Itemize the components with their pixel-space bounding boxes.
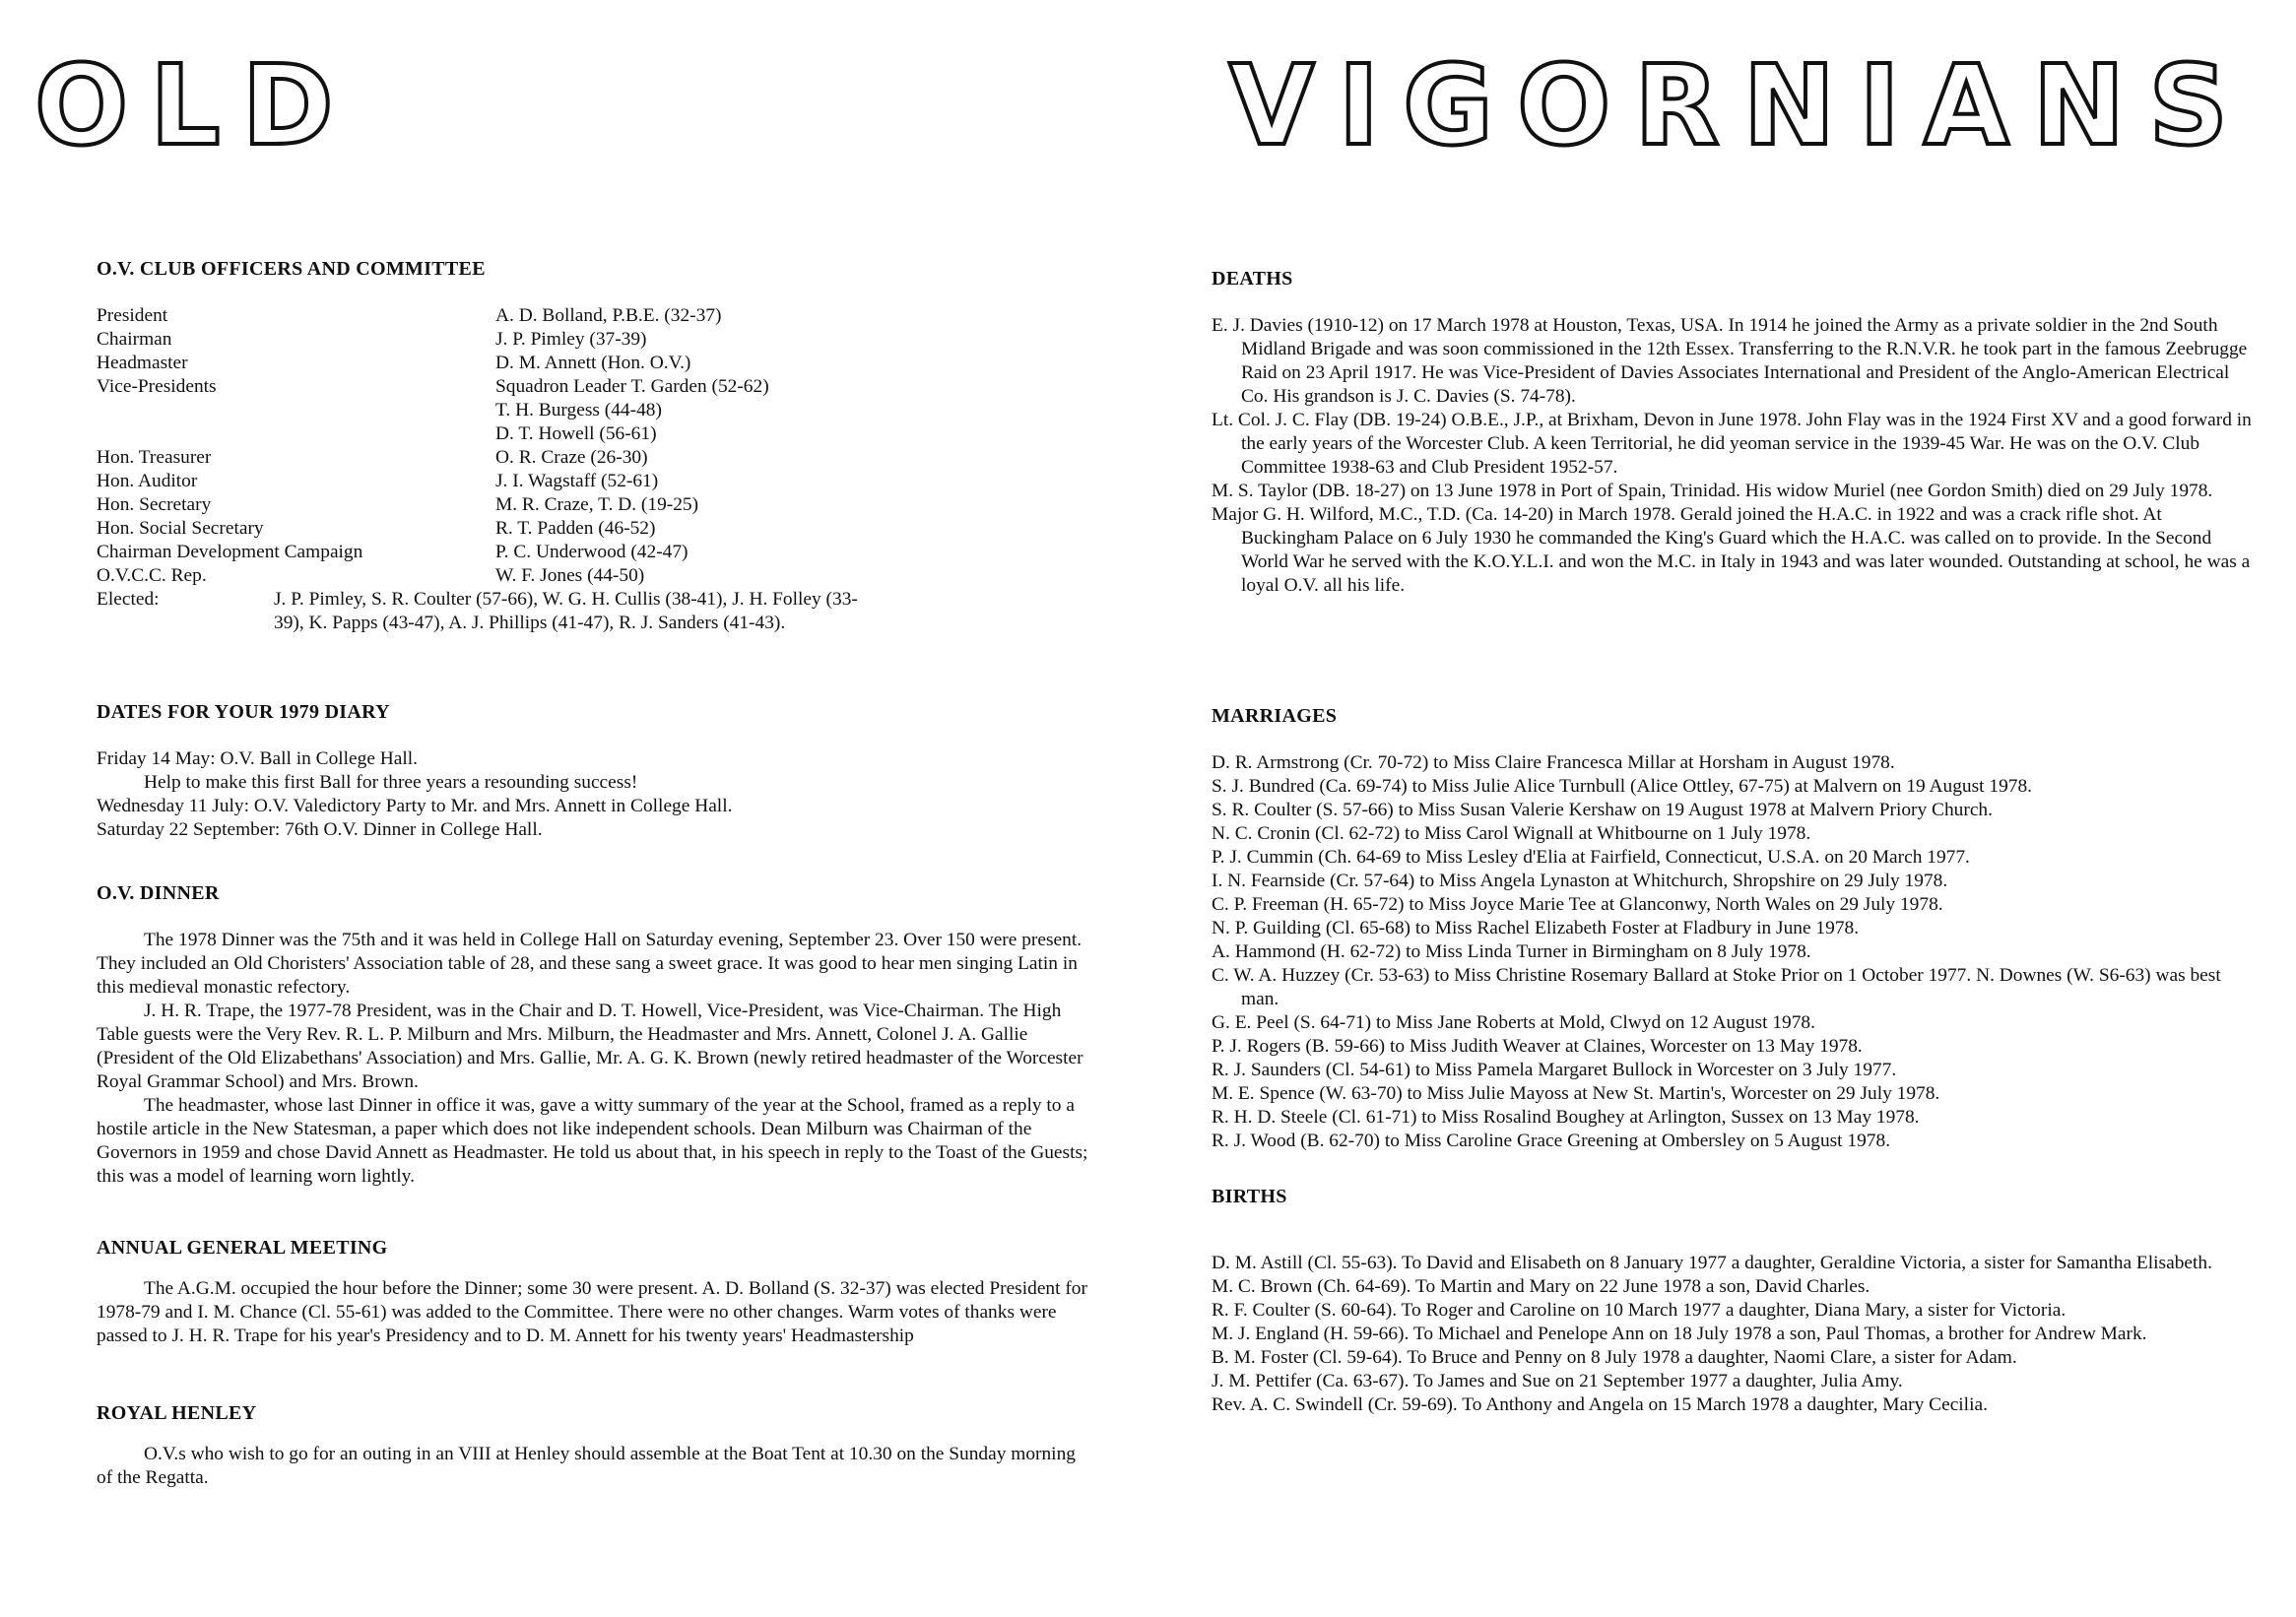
dinner-body [97, 929, 1091, 1189]
birth-entry: D. M. Astill (Cl. 55-63). To David and Elisabeth on 8 January 1977 a daughter, Geraldine Victoria, a sister for Samantha Elisabeth. [1212, 1253, 2212, 1273]
officer-role: Chairman [97, 329, 172, 350]
death-entry: Major G. H. Wilford, M.C., T.D. (Ca. 14-20) in March 1978. Gerald joined the H.A.C. in 1922 and was a crack rifle shot. At Buckingham Palace on 6 July 1930 he commanded the King's Guard which the H.A.C. was called on to provide. In the Second World War he served with the K.O.Y.L.I. and won the M.C. in Italy in 1943 and was later wounded. Outstanding at school, he was a loyal O.V. all his life. [1212, 504, 2251, 596]
officer-role: Hon. Auditor [97, 471, 198, 491]
officers-section [97, 258, 1121, 635]
death-entry: E. J. Davies (1910-12) on 17 March 1978 at Houston, Texas, USA. In 1914 he joined the Army as a private soldier in the 2nd South Midland Brigade and was soon commissioned in the 12th Essex. Transferring to the R.N.V.R. he took part in the famous Zeebrugge Raid on 23 April 1917. He was Vice-President of Davies Associates International and President of the Anglo-American Electrical Co. His grandson is J. C. Davies (S. 74-78). [1212, 315, 2248, 407]
diary-list [97, 747, 1121, 842]
masthead-word-old: OLD [34, 42, 356, 170]
officer-role: President [97, 305, 168, 326]
marriage-entry: P. J. Cummin (Ch. 64-69 to Miss Lesley d'Elia at Fairfield, Connecticut, U.S.A. on 20 March 1977. [1212, 847, 1970, 868]
henley-heading: ROYAL HENLEY [97, 1402, 257, 1424]
marriage-entry: C. W. A. Huzzey (Cr. 53-63) to Miss Christine Rosemary Ballard at Stoke Prior on 1 October 1977. N. Downes (W. S6-63) was best man. [1212, 965, 2221, 1009]
marriage-entry: R. J. Saunders (Cl. 54-61) to Miss Pamela Margaret Bullock in Worcester on 3 July 1977. [1212, 1060, 1897, 1080]
marriages-heading: MARRIAGES [1212, 705, 1338, 727]
elected-row [97, 588, 1121, 635]
officer-role: Hon. Treasurer [97, 447, 212, 468]
henley-paragraph: O.V.s who wish to go for an outing in an VIII at Henley should assemble at the Boat Tent at 10.30 on the Sunday morning of the Regatta. [97, 1444, 1076, 1488]
birth-entry: J. M. Pettifer (Ca. 63-67). To James and Sue on 21 September 1977 a daughter, Julia Amy. [1212, 1371, 1903, 1391]
marriage-entry: G. E. Peel (S. 64-71) to Miss Jane Roberts at Mold, Clwyd on 12 August 1978. [1212, 1012, 1815, 1033]
marriage-entry: N. C. Cronin (Cl. 62-72) to Miss Carol Wignall at Whitbourne on 1 July 1978. [1212, 823, 1811, 844]
agm-section [97, 1237, 1091, 1348]
birth-entry: B. M. Foster (Cl. 59-64). To Bruce and Penny on 8 July 1978 a daughter, Naomi Clare, a sister for Adam. [1212, 1347, 2017, 1368]
dinner-section [97, 882, 1091, 1189]
agm-heading: ANNUAL GENERAL MEETING [97, 1237, 388, 1259]
marriages-section [1212, 705, 2256, 1153]
dinner-paragraph: The 1978 Dinner was the 75th and it was held in College Hall on Saturday evening, September 23. Over 150 were present. They included an Old Choristers' Association table of 28, and these sang a sweet grace. It was good to hear men singing Latin in this medieval monastic refectory. [97, 930, 1082, 998]
officer-role: Vice-Presidents [97, 376, 217, 397]
diary-line: Saturday 22 September: 76th O.V. Dinner in College Hall. [97, 819, 543, 840]
officer-name: D. M. Annett (Hon. O.V.) [495, 353, 691, 373]
officer-name: R. T. Padden (46-52) [495, 518, 656, 539]
marriage-entry: R. J. Wood (B. 62-70) to Miss Caroline Grace Greening at Ombersley on 5 August 1978. [1212, 1131, 1891, 1151]
officer-name: W. F. Jones (44-50) [495, 565, 645, 586]
officer-role [97, 422, 495, 446]
officer-name: M. R. Craze, T. D. (19-25) [495, 494, 699, 515]
agm-body [97, 1277, 1091, 1348]
birth-entry: M. J. England (H. 59-66). To Michael and Penelope Ann on 18 July 1978 a son, Paul Thomas, a brother for Andrew Mark. [1212, 1324, 2147, 1344]
marriage-entry: C. P. Freeman (H. 65-72) to Miss Joyce Marie Tee at Glanconwy, North Wales on 29 July 1978. [1212, 894, 1943, 915]
officer-name: P. C. Underwood (42-47) [495, 542, 689, 562]
officers-heading: O.V. CLUB OFFICERS AND COMMITTEE [97, 258, 486, 280]
officer-role: Hon. Secretary [97, 494, 212, 515]
death-entry: M. S. Taylor (DB. 18-27) on 13 June 1978 in Port of Spain, Trinidad. His widow Muriel (nee Gordon Smith) died on 29 July 1978. [1212, 481, 2213, 501]
death-entry: Lt. Col. J. C. Flay (DB. 19-24) O.B.E., J.P., at Brixham, Devon in June 1978. John Flay was in the 1924 First XV and a good forward in the early years of the Worcester Club. A keen Territorial, he did yeoman service in the 1939-45 War. He was on the O.V. Club Committee 1938-63 and Club President 1952-57. [1212, 410, 2252, 478]
officer-name: T. H. Burgess (44-48) [495, 400, 662, 420]
marriages-list [1212, 751, 2256, 1153]
birth-entry: M. C. Brown (Ch. 64-69). To Martin and Mary on 22 June 1978 a son, David Charles. [1212, 1276, 1870, 1297]
elected-label: Elected: [97, 589, 160, 610]
officer-name: A. D. Bolland, P.B.E. (32-37) [495, 305, 722, 326]
officer-name: J. P. Pimley (37-39) [495, 329, 647, 350]
marriage-entry: N. P. Guilding (Cl. 65-68) to Miss Rachel Elizabeth Foster at Fladbury in June 1978. [1212, 918, 1860, 938]
officer-name: J. I. Wagstaff (52-61) [495, 471, 659, 491]
marriage-entry: R. H. D. Steele (Cl. 61-71) to Miss Rosalind Boughey at Arlington, Sussex on 13 May 1978. [1212, 1107, 1920, 1128]
births-section [1212, 1186, 2256, 1417]
diary-line: Wednesday 11 July: O.V. Valedictory Party to Mr. and Mrs. Annett in College Hall. [97, 796, 733, 816]
dinner-paragraph: The headmaster, whose last Dinner in office it was, gave a witty summary of the year at the School, framed as a reply to a hostile article in the New Statesman, a paper which does not like independent schools. Dean Milburn was Chairman of the Governors in 1959 and chose David Annett as Headmaster. He told us about that, in his speech in reply to the Toast of the Guests; this was a model of learning worn lightly. [97, 1095, 1088, 1187]
birth-entry: R. F. Coulter (S. 60-64). To Roger and Caroline on 10 March 1977 a daughter, Diana Mary, a sister for Victoria. [1212, 1300, 2066, 1321]
marriage-entry: I. N. Fearnside (Cr. 57-64) to Miss Angela Lynaston at Whitchurch, Shropshire on 29 July 1978. [1212, 871, 1948, 891]
diary-line: Help to make this first Ball for three years a resounding success! [144, 772, 638, 793]
officer-role: O.V.C.C. Rep. [97, 565, 207, 586]
masthead-word-vigornians: VIGORNIANS [1228, 42, 2252, 170]
diary-line: Friday 14 May: O.V. Ball in College Hall. [97, 748, 419, 769]
officer-role [97, 399, 495, 422]
deaths-list [1212, 314, 2256, 598]
birth-entry: Rev. A. C. Swindell (Cr. 59-69). To Anthony and Angela on 15 March 1978 a daughter, Mary Cecilia. [1212, 1394, 1988, 1415]
diary-section [97, 701, 1121, 842]
henley-section [97, 1402, 1091, 1490]
deaths-heading: DEATHS [1212, 268, 1293, 290]
officer-role: Headmaster [97, 353, 188, 373]
henley-body [97, 1443, 1091, 1490]
officer-name: O. R. Craze (26-30) [495, 447, 648, 468]
officers-list [97, 304, 1121, 588]
dinner-heading: O.V. DINNER [97, 882, 220, 904]
elected-members: J. P. Pimley, S. R. Coulter (57-66), W. G. H. Cullis (38-41), J. H. Folley (33-39), K. Papps (43-47), A. J. Phillips (41-47), R. J. Sanders (41-43). [274, 589, 858, 633]
officer-role: Hon. Social Secretary [97, 518, 264, 539]
officer-role: Chairman Development Campaign [97, 542, 363, 562]
deaths-section [1212, 268, 2256, 598]
marriage-entry: P. J. Rogers (B. 59-66) to Miss Judith Weaver at Claines, Worcester on 13 May 1978. [1212, 1036, 1863, 1057]
officer-name: Squadron Leader T. Garden (52-62) [495, 376, 769, 397]
marriage-entry: A. Hammond (H. 62-72) to Miss Linda Turner in Birmingham on 8 July 1978. [1212, 941, 1811, 962]
births-heading: BIRTHS [1212, 1186, 1287, 1207]
right-page [1148, 0, 2296, 1617]
agm-paragraph: The A.G.M. occupied the hour before the Dinner; some 30 were present. A. D. Bolland (S. 32-37) was elected President for 1978-79 and I. M. Chance (Cl. 55-61) was added to the Committee. There were no other changes. Warm votes of thanks were passed to J. H. R. Trape for his year's Presidency and to D. M. Annett for his twenty years' Headmastership [97, 1278, 1087, 1346]
dinner-paragraph: J. H. R. Trape, the 1977-78 President, was in the Chair and D. T. Howell, Vice-President, was Vice-Chairman. The High Table guests were the Very Rev. R. L. P. Milburn and Mrs. Milburn, the Headmaster and Mrs. Annett, Colonel J. A. Gallie (President of the Old Elizabethans' Association) and Mrs. Gallie, Mr. A. G. K. Brown (newly retired headmaster of the Worcester Royal Grammar School) and Mrs. Brown. [97, 1001, 1083, 1092]
births-list [1212, 1252, 2256, 1417]
diary-heading: DATES FOR YOUR 1979 DIARY [97, 701, 390, 723]
marriage-entry: S. R. Coulter (S. 57-66) to Miss Susan Valerie Kershaw on 19 August 1978 at Malvern Priory Church. [1212, 800, 1993, 820]
marriage-entry: D. R. Armstrong (Cr. 70-72) to Miss Claire Francesca Millar at Horsham in August 1978. [1212, 752, 1895, 773]
marriage-entry: S. J. Bundred (Ca. 69-74) to Miss Julie Alice Turnbull (Alice Ottley, 67-75) at Malvern on 19 August 1978. [1212, 776, 2033, 797]
marriage-entry: M. E. Spence (W. 63-70) to Miss Julie Mayoss at New St. Martin's, Worcester on 29 July 1978. [1212, 1083, 1940, 1104]
officer-name: D. T. Howell (56-61) [495, 423, 657, 444]
